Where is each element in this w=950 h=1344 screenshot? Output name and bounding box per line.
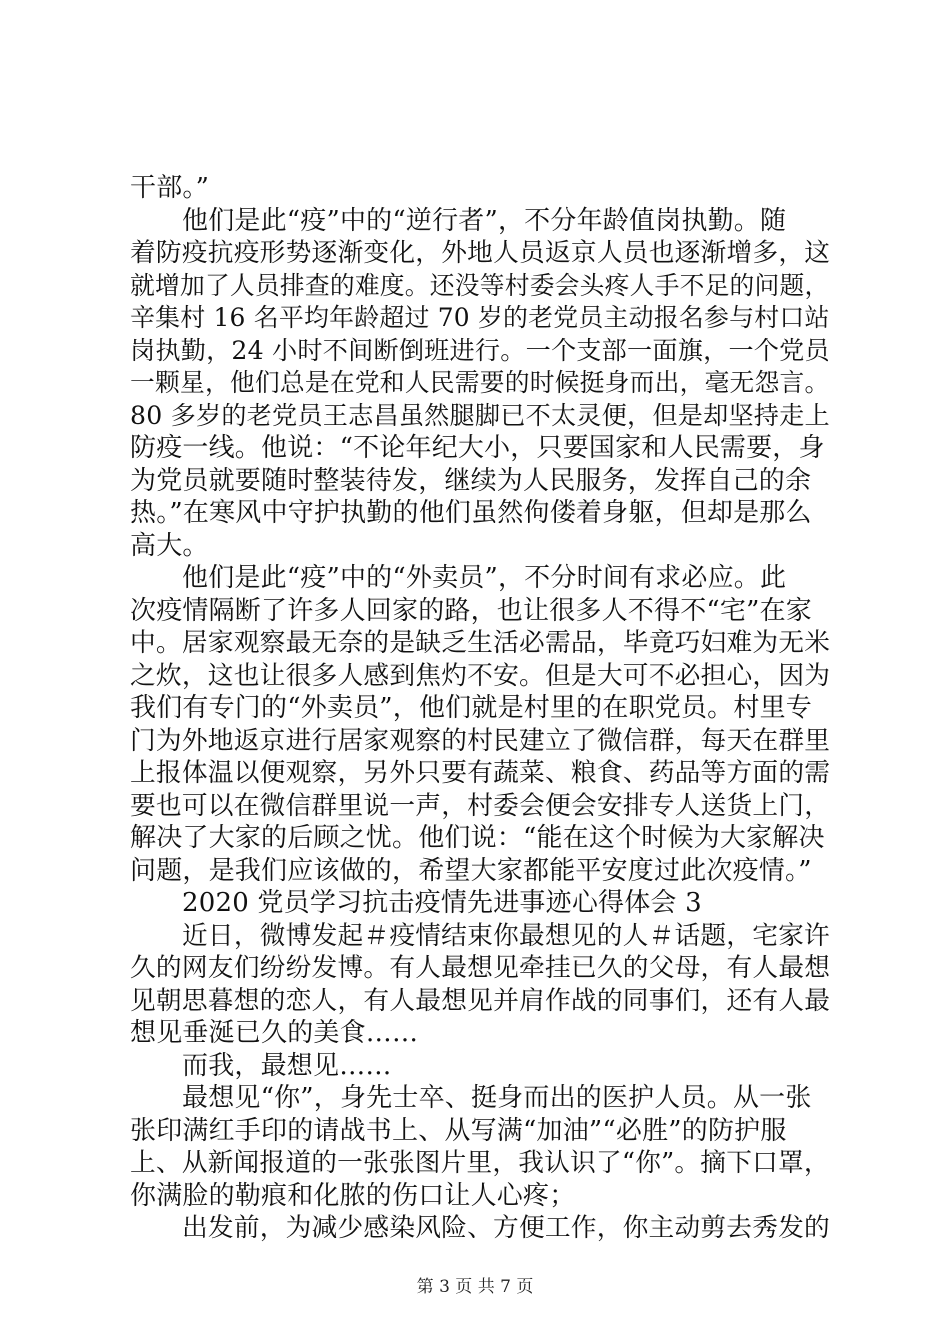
text-line: 次疫情隔断了许多人回家的路，也让很多人不得不“宅”在家: [130, 595, 812, 626]
text-line: 2020 党员学习抗击疫情先进事迹心得体会 3: [182, 888, 702, 918]
text-line: 解决了大家的后顾之忧。他们说：“能在这个时候为大家解决: [130, 823, 825, 853]
text-line: 要也可以在微信群里说一声，村委会便会安排专人送货上门，: [130, 790, 831, 821]
page-footer: 第 3 页 共 7 页: [416, 1277, 534, 1297]
text-line: 上报体温以便观察，另外只要有蔬菜、粮食、药品等方面的需: [130, 758, 831, 788]
text-line: 之炊，这也让很多人感到焦灼不安。但是大可不必担心，因为: [130, 660, 831, 691]
text-line: 上、从新闻报道的一张张图片里，我认识了“你”。摘下口罩，: [130, 1148, 830, 1178]
text-line: 而我，最想见……: [182, 1050, 392, 1081]
text-line: 岗执勤，24 小时不间断倒班进行。一个支部一面旗，一个党员: [130, 335, 830, 365]
text-line: 着防疫抗疫形势逐渐变化，外地人员返京人员也逐渐增多，这: [130, 238, 831, 268]
text-line: 一颗星，他们总是在党和人民需要的时候挺身而出，毫无怨言。: [130, 368, 830, 397]
document-body: [130, 172, 830, 1245]
text-line: 张印满红手印的请战书上、从写满“加油”“必胜”的防护服: [130, 1115, 787, 1146]
text-line: 想见垂涎已久的美食……: [130, 1018, 419, 1048]
text-line: 干部。”: [130, 173, 210, 203]
text-line: 辛集村 16 名平均年龄超过 70 岁的老党员主动报名参与村口站: [130, 303, 830, 332]
text-line: 就增加了人员排查的难度。还没等村委会头疼人手不足的问题，: [130, 270, 830, 300]
text-line: 为党员就要随时整装待发，继续为人民服务，发挥自己的余: [130, 465, 812, 496]
text-line: 你满脸的勒痕和化脓的伤口让人心疼；: [130, 1180, 576, 1211]
text-line: 80 多岁的老党员王志昌虽然腿脚已不太灵便，但是却坚持走上: [130, 400, 830, 430]
text-line: 热。”在寒风中守护执勤的他们虽然佝偻着身躯，但却是那么: [130, 498, 812, 528]
text-line: 高大。: [130, 530, 209, 561]
text-line: 久的网友们纷纷发博。有人最想见牵挂已久的父母，有人最想: [130, 953, 831, 983]
text-line: 他们是此“疫”中的“逆行者”，不分年龄值岗执勤。随: [182, 205, 787, 236]
text-line: 门为外地返京进行居家观察的村民建立了微信群，每天在群里: [130, 725, 831, 756]
text-line: 他们是此“疫”中的“外卖员”，不分时间有求必应。此: [182, 563, 787, 593]
text-line: 近日，微博发起＃疫情结束你最想见的人＃话题，宅家许: [182, 920, 830, 951]
text-line: 防疫一线。他说：“不论年纪大小，只要国家和人民需要，身: [130, 433, 825, 463]
text-line: 出发前，为减少感染风险、方便工作，你主动剪去秀发的: [182, 1213, 830, 1243]
text-line: 最想见“你”，身先士卒、挺身而出的医护人员。从一张: [182, 1083, 812, 1113]
text-line: 问题，是我们应该做的，希望大家都能平安度过此次疫情。”: [130, 855, 812, 886]
text-line: 见朝思暮想的恋人，有人最想见并肩作战的同事们，还有人最: [130, 985, 831, 1016]
text-line: 我们有专门的“外卖员”，他们就是村里的在职党员。村里专: [130, 693, 812, 723]
text-line: 中。居家观察最无奈的是缺乏生活必需品，毕竟巧妇难为无米: [130, 628, 831, 658]
